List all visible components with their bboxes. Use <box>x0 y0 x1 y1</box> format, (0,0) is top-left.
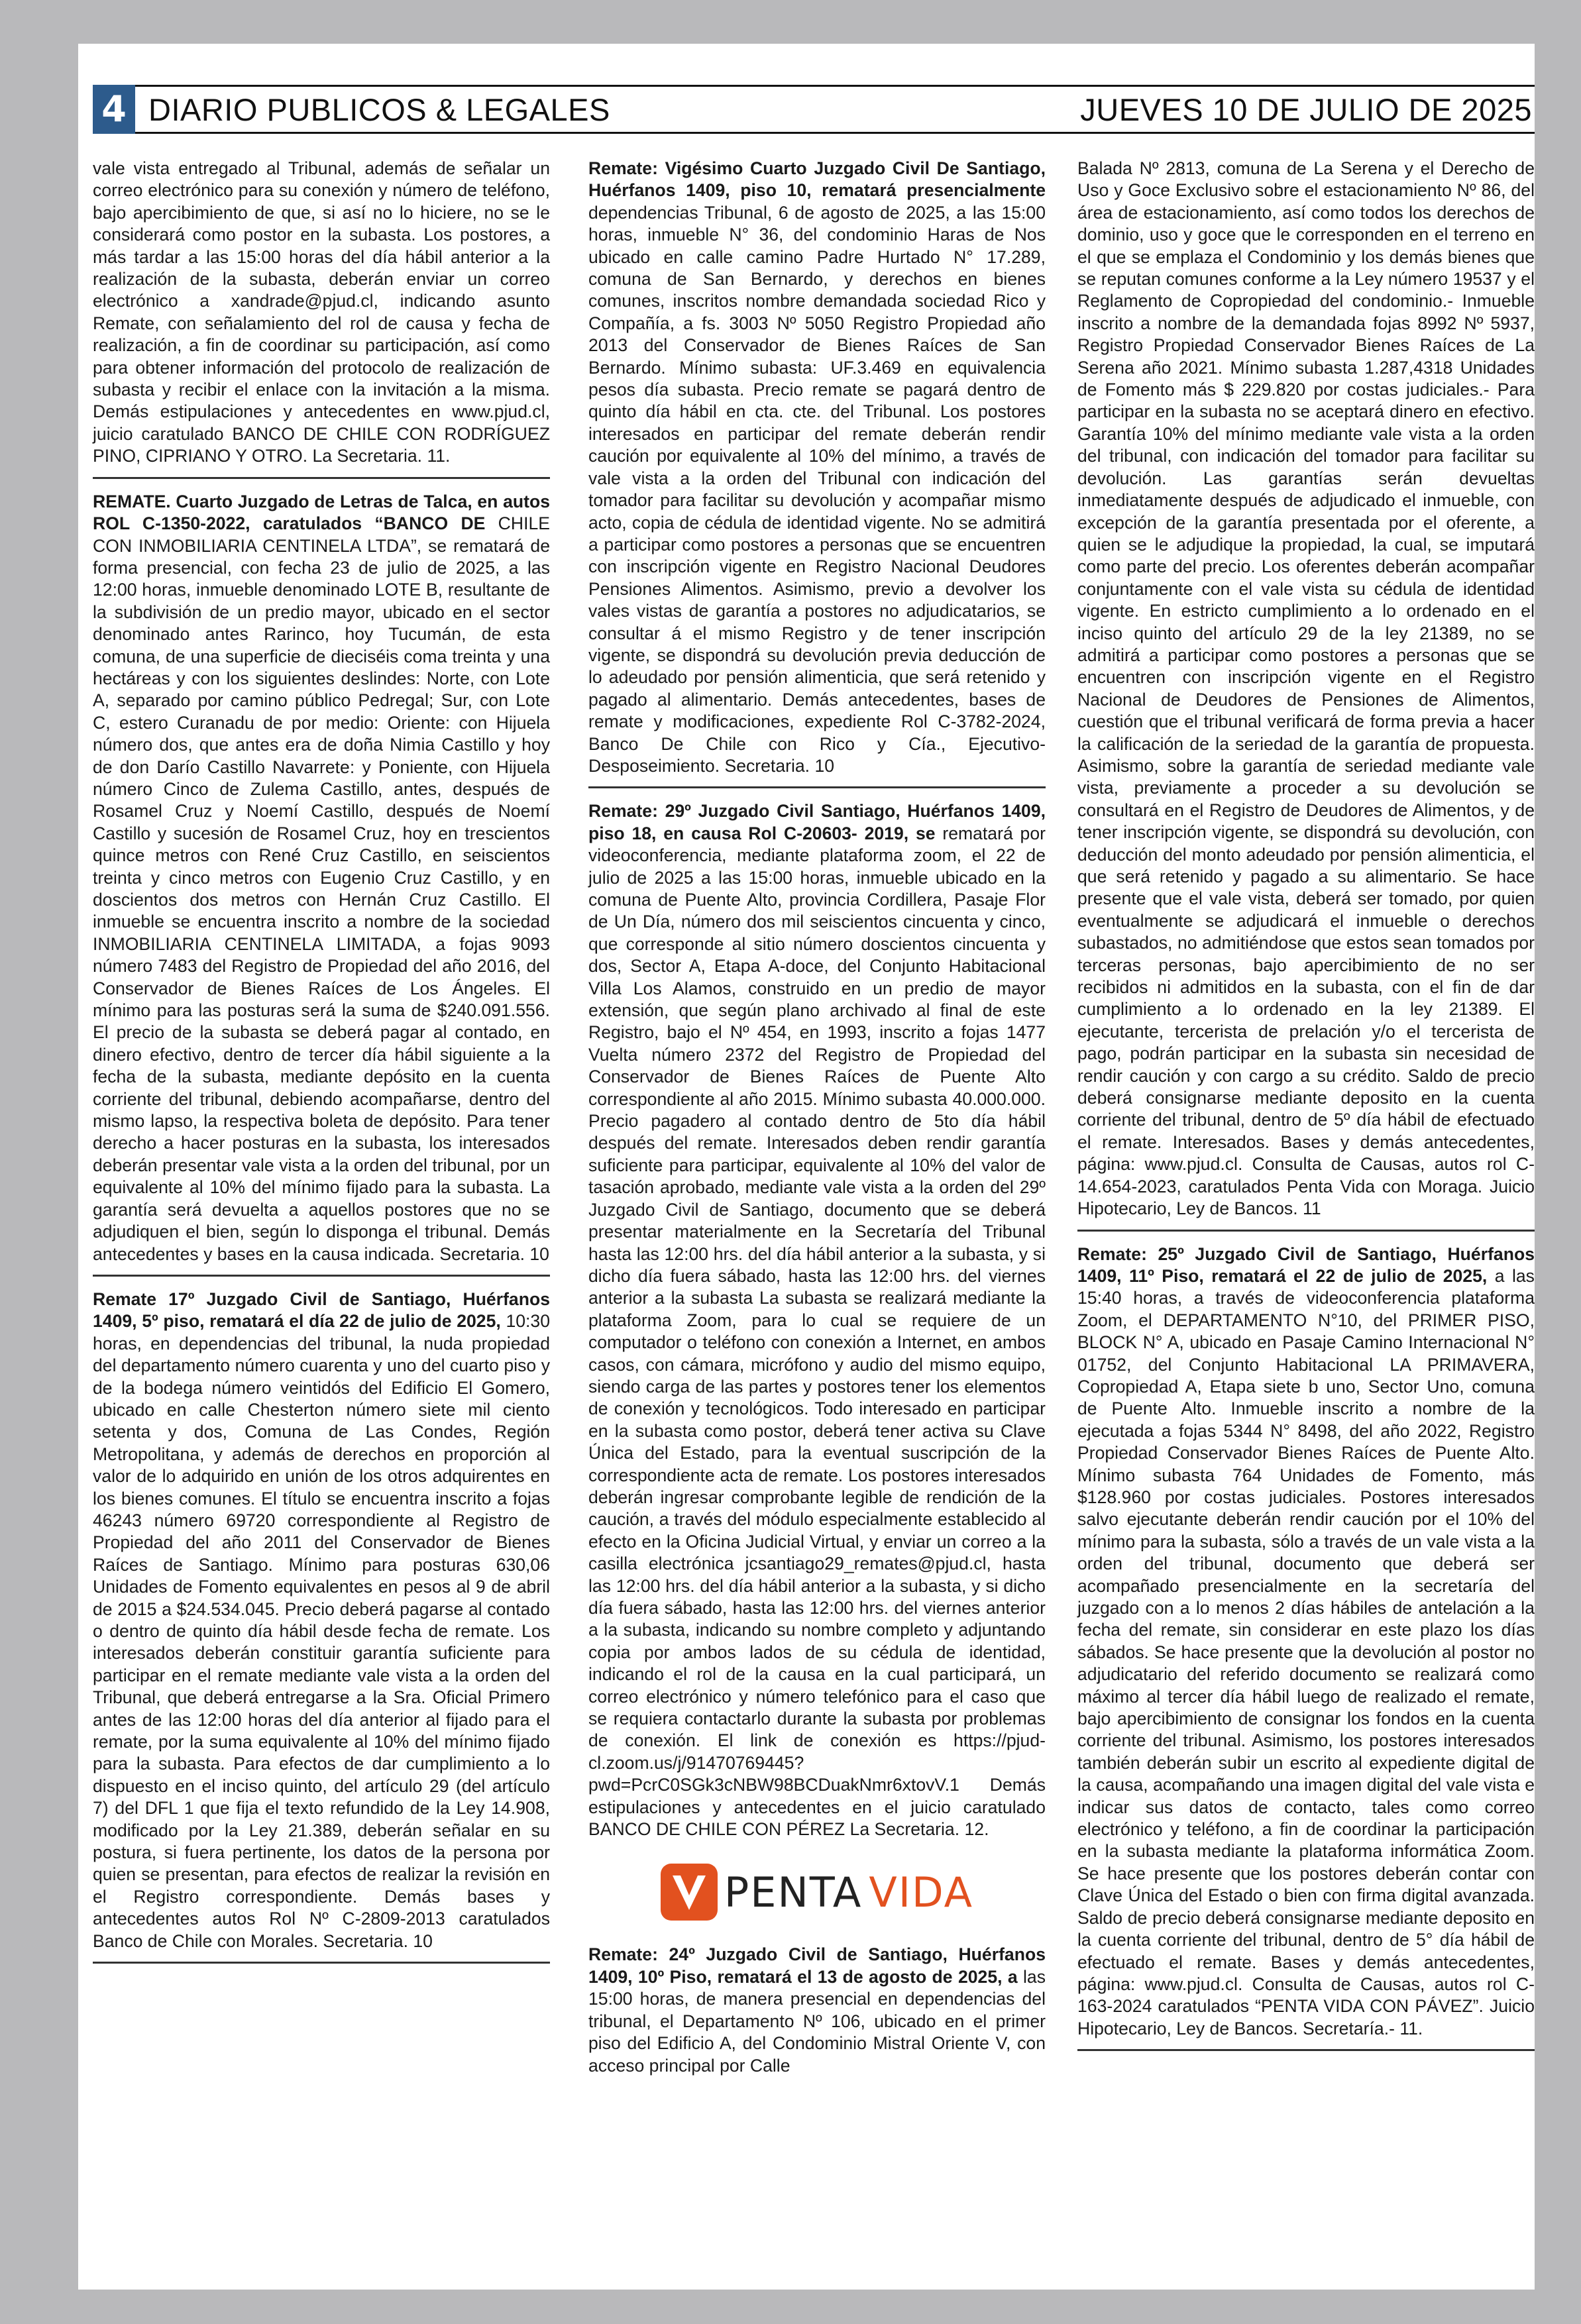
notice <box>1077 1243 1535 2052</box>
notice <box>588 158 1046 788</box>
notice-body: Balada Nº 2813, comuna de La Serena y el Derecho de Uso y Goce Exclusivo sobre el estacionamiento Nº 86, del área de estacionamiento, así como todos los derechos de dominio, uso y goce que le corresponden en el terreno en el que se emplaza el Condominio y los demás bienes que se reputan comunes conforme a la Ley número 19537 y el Reglamento de Copropiedad del condominio.- Inmueble inscrito a nombre de la demandada fojas 8992 Nº 5937, Registro Propiedad Conservador Bienes Raíces de La Serena año 2021. Mínimo subasta 1.287,4318 Unidades de Fomento más $ 229.820 por costas judiciales.- Para participar en la subasta no se aceptará dinero en efectivo. Garantía 10% del mínimo mediante vale vista a la orden del tribunal, con indicación del tomador para facilitar su devolución. Las garantías serán devueltas inmediatamente después de adjudicado el inmueble, con excepción de la garantía presentada por el oferente, a quien se le adjudique la propiedad, la cual, se imputará como parte del precio. Los oferentes deberán acompañar conjuntamente con el vale vista su cédula de identidad vigente. En estricto cumplimiento a lo ordenado en el inciso quinto del artículo 29 de la ley 21389, no se admitirá a participar como postores a personas que se encuentren con inscripción vigente en el Registro Nacional de Deudores de Pensiones de Alimentos, cuestión que el tribunal verificará de forma previa a hacer la calificación de la seriedad de la garantía de propuesta. Asimismo, sobre la garantía de seriedad mediante vale vista, previamente a proceder a su devolución se consultará en el Registro de Deudores de Alimentos, y de tener inscripción vigente, se dispondrá su devolución, con deducción del monto adeudado por pensión alimenticia, el que será retenido y pagado a su alimentario. Se hace presente que el vale vista, deberá ser tomado, por quien eventualmente se adjudicará el inmueble o derechos subastados, no admitiéndose que estos sean tomados por terceras personas, bajo apercibimiento de no ser recibidos ni admitidos en la subasta, con el fin de dar cumplimiento a lo ordenado en la ley 21389. El ejecutante, tercerista de prelación y/o el tercerista de pago, podrán participar en la subasta sin necesidad de rendir caución y con cargo a su crédito. Saldo de precio deberá consignarse mediante deposito en la cuenta corriente del tribunal, dentro de 5º día hábil de efectuado el remate. Interesados. Bases y demás antecedentes, página: www.pjud.cl. Consulta de Causas, autos rol C-14.654-2023, caratulados Penta Vida con Moraga. Juicio Hipotecario, Ley de Bancos. 11 <box>1077 158 1535 1219</box>
logo-word-penta: PENTA <box>724 1868 863 1917</box>
issue-date: JUEVES 10 DE JULIO DE 2025 <box>1080 92 1532 127</box>
notice-body: CHILE CON INMOBILIARIA CENTINELA LTDA”, se rematará de forma presencial, con fecha 23 de julio de 2025, a las 12:00 horas, inmueble denominado LOTE B, resultante de la subdivisión de un predio mayor, ubicado en el sector denominado antes Rarinco, hoy Tucumán, de esta comuna, de una superficie de dieciséis coma treinta y una hectáreas y con los siguientes deslindes: Norte, con Lote A, separado por camino público Pedregal; Sur, con Lote C, estero Curanadu de por medio: Oriente: con Hijuela número dos, que antes era de doña Nimia Castillo y hoy de don Darío Castillo Navarrete: y Poniente, con Hijuela número Cinco de Zulema Castillo, antes, después de Rosamel Cruz y Noemí Castillo, después de Noemí Castillo y sucesión de Rosamel Cruz, hoy en trescientos quince metros con René Cruz Castillo, en seiscientos treinta y cinco metros con Eugenio Cruz Castillo, y en doscientos dos metros con Hernán Cruz Castillo. El inmueble se encuentra inscrito a nombre de la sociedad INMOBILIARIA CENTINELA LIMITADA, a fojas 9093 número 7483 del Registro de Propiedad del año 2016, del Conservador de Bienes Raíces de Los Ángeles. El mínimo para las posturas será la suma de $240.091.556. El precio de la subasta se deberá pagar al contado, en dinero efectivo, dentro de tercer día hábil siguiente a la fecha de la subasta, mediante depósito en la cuenta corriente del tribunal, debiendo acompañarse, dentro del mismo lapso, la respectiva boleta de depósito. Para tener derecho a hacer posturas en la subasta, los interesados deberán presentar vale vista a la orden del tribunal, por un equivalente al 10% del mínimo fijado para la subasta. La garantía será devuelta a aquellos postores que no se adjudiquen el bien, según lo disponga el tribunal. Demás antecedentes y bases en la causa indicada. Secretaria. 10 <box>93 513 550 1264</box>
page-number: 4 <box>93 85 135 134</box>
notice <box>93 1289 550 1964</box>
notice <box>1077 158 1535 1232</box>
logo-word-vida: VIDA <box>869 1868 974 1917</box>
notice-body: vale vista entregado al Tribunal, además de señalar un correo electrónico para su conexión y número de teléfono, bajo apercibimiento de que, si así no lo hiciere, no se le considerará como postor en la subasta. Los postores, a más tardar a las 15:00 horas del día hábil anterior a la realización de la subasta, deberán enviar un correo electrónico a xandrade@pjud.cl, indicando asunto Remate, con señalamiento del rol de causa y fecha de realización, a fin de coordinar su participación, así como para obtener información del protocolo de realización de subasta y recibir el enlace con la invitación a la misma. Demás estipulaciones y antecedentes en www.pjud.cl, juicio caratulado BANCO DE CHILE CON RODRÍGUEZ PINO, CIPRIANO Y OTRO. La Secretaria. 11. <box>93 158 550 466</box>
notice-body: 10:30 horas, en dependencias del tribunal, la nuda propiedad del departamento número cuarenta y uno del cuarto piso y de la bodega número veintidós del Edificio El Gomero, ubicado en calle Chesterton número siete mil ciento setenta y dos, Comuna de Las Condes, Región Metropolitana, y además de derechos en proporción al valor de lo adquirido en unión de los otros adquirentes en los bienes comunes. El título se encuentra inscrito a fojas 46243 número 69720 correspondiente al Registro de Propiedad del año 2011 del Conservador de Bienes Raíces de Santiago. Mínimo para posturas 630,06 Unidades de Fomento equivalentes en pesos al 9 de abril de 2015 a $24.534.045. Precio deberá pagarse al contado o dentro de quinto día hábil desde fecha de remate. Los interesados deberán constituir garantía suficiente para participar en el remate mediante vale vista a la orden del Tribunal, que deberá entregarse a la Sra. Oficial Primero antes de las 12:00 horas del día anterior al fijado para el remate, por la suma equivalente al 10% del mínimo fijado para la subasta. Para efectos de dar cumplimiento a lo dispuesto en el inciso quinto, del artículo 29 (del artículo 7) del DFL 1 que fija el texto refundido de la Ley 14.908, modificado por la Ley 21.389, deberán señalar en su postura, si fuera pertinente, los datos de la persona por quien se presentan, para efectos de realizar la revisión en el Registro correspondiente. Demás bases y antecedentes autos Rol Nº C-2809-2013 caratulados Banco de Chile con Morales. Secretaria. 10 <box>93 1311 550 1951</box>
publication-title: DIARIO PUBLICOS & LEGALES <box>148 92 610 127</box>
notice <box>588 800 1046 1850</box>
notice-title: REMATE. Cuarto Juzgado de Letras de Talca, en autos ROL C-1350-2022, caratulados “BANCO DE <box>93 491 550 534</box>
notice-title: Remate: 24º Juzgado Civil de Santiago, Huérfanos 1409, 10º Piso, rematará el 13 de agosto de 2025, a <box>588 1944 1046 1987</box>
notice-title: Remate: 25º Juzgado Civil de Santiago, Huérfanos 1409, 11º Piso, rematará el 22 de julio de 2025, <box>1077 1243 1535 1286</box>
column-3 <box>1077 158 1535 2063</box>
notice-title: Remate: Vigésimo Cuarto Juzgado Civil De Santiago, Huérfanos 1409, piso 10, rematará presencialmente <box>588 158 1046 201</box>
notice-body: rematará por videoconferencia, mediante plataforma zoom, el 22 de julio de 2025 a las 15:00 horas, inmueble ubicado en la comuna de Puente Alto, provincia Cordillera, Pasaje Flor de Un Día, número dos mil seiscientos cincuenta y cinco, que corresponde al sitio número doscientos cincuenta y dos, Sector A, Etapa A-doce, del Conjunto Habitacional Villa Los Alamos, construido en un predio de mayor extensión, que según plano archivado al final de este Registro, bajo el Nº 454, en 1993, inscrito a fojas 1477 Vuelta número 2372 del Registro de Propiedad del Conservador de Bienes Raíces de Puente Alto correspondiente al año 2015. Mínimo subasta 40.000.000. Precio pagadero al contado dentro de 5to día hábil después del remate. Interesados deben rendir garantía suficiente para participar, equivalente al 10% del valor de tasación aprobado, mediante vale vista a la orden del 29º Juzgado Civil de Santiago, documento que se deberá presentar materialmente en la Secretaría del Tribunal hasta las 12:00 hrs. del día hábil anterior a la subasta, y si dicho día fuera sábado, hasta las 12:00 hrs. del viernes anterior a la subasta La subasta se realizará mediante la plataforma Zoom, para lo cual se requiere de un computador o teléfono con conexión a Internet, en ambos casos, con cámara, micrófono y audio del mismo equipo, siendo carga de las partes y postores tener los elementos de conexión y tecnológicos. Todo interesado en participar en la subasta como postor, deberá tener activa su Clave Única del Estado, para la eventual suscripción de la correspondiente acta de remate. Los postores interesados deberán ingresar comprobante legible de rendición de la caución, a través del módulo especialmente establecido al efecto en la Oficina Judicial Virtual, y enviar un correo a la casilla electrónica jcsantiago29_remates@pjud.cl, hasta las 12:00 hrs. del día hábil anterior a la subasta, y si dicho día fuera sábado, hasta las 12:00 hrs. del viernes anterior a la subasta, indicando su nombre completo y adjuntando copia por ambos lados de su cédula de identidad, indicando el rol de la causa en la cual participará, un correo electrónico y número telefónico para el caso que se requiera contactarlo durante la subasta por problemas de conexión. El link de conexión es https://pjud-cl.zoom.us/j/91470769445?pwd=PcrC0SGk3cNBW98BCDuakNmr6xtovV.1 Demás estipulaciones y antecedentes en el juicio caratulado BANCO DE CHILE CON PÉREZ La Secretaria. 12. <box>588 823 1046 1840</box>
newspaper-page <box>78 44 1535 2290</box>
page-header <box>93 85 1535 134</box>
column-2 <box>588 158 1046 2098</box>
notice-body: las 15:00 horas, de manera presencial en dependencias del tribunal, el Departamento Nº 106, ubicado en el primer piso del Edificio A, del Condominio Mistral Oriente V, con acceso principal por Calle <box>588 1966 1046 2076</box>
pentavida-logo-mark-icon <box>661 1864 718 1921</box>
notice <box>588 1944 1046 2086</box>
notice <box>93 158 550 479</box>
notice-title: Remate 17º Juzgado Civil de Santiago, Huérfanos 1409, 5º piso, rematará el día 22 de julio de 2025, <box>93 1289 550 1332</box>
notice <box>93 491 550 1277</box>
notice-title: Remate: 29º Juzgado Civil Santiago, Huérfanos 1409, piso 18, en causa Rol C-20603- 2019, se <box>588 801 1046 843</box>
notice-body: a las 15:40 horas, a través de videoconferencia plataforma Zoom, el DEPARTAMENTO N°10, del PRIMER PISO, BLOCK N° A, ubicado en Pasaje Camino Internacional N° 01752, del Conjunto Habitacional LA PRIMAVERA, Copropiedad A, Etapa siete b uno, Sector Uno, comuna de Puente Alto. Inmueble inscrito a nombre de la ejecutada a fojas 5344 N° 8498, del año 2022, Registro Propiedad Conservador Bienes Raíces de Puente Alto. Mínimo subasta 764 Unidades de Fomento, más $128.960 por costas judiciales. Postores interesados salvo ejecutante deberán rendir caución por el 10% del mínimo para la subasta, sólo a través de un vale vista a la orden del tribunal, documento que deberá ser acompañado presencialmente en la secretaría del juzgado con a lo menos 2 días hábiles de antelación a la fecha del remate, sin considerar en este plazo los días sábados. Se hace presente que la devolución al postor no adjudicatario del referido documento se realizará como máximo al tercer día hábil luego de realizado el remate, bajo apercibimiento de consignar los fondos en la cuenta corriente del tribunal. Asimismo, los postores interesados también deberán subir un escrito al expediente digital de la causa, acompañando una imagen digital del vale vista e indicar sus datos de contacto, tales como correo electrónico y teléfono, a fin de coordinar la participación en la subasta mediante la plataforma informática Zoom. Se hace presente que los postores deberán contar con Clave Única del Estado o bien con firma digital avanzada. Saldo de precio deberá consignarse mediante deposito en la cuenta corriente del tribunal, dentro de 5° día hábil de efectuado el remate. Bases y demás antecedentes, página: www.pjud.cl. Consulta de Causas, autos rol C-163-2024 caratulados “PENTA VIDA CON PÁVEZ”. Juicio Hipotecario, Ley de Bancos. Secretaría.- 11. <box>1077 1265 1535 2038</box>
pentavida-logo <box>645 1860 989 1924</box>
notice-body: dependencias Tribunal, 6 de agosto de 2025, a las 15:00 horas, inmueble N° 36, del condominio Haras de Nos ubicado en calle camino Padre Hurtado N° 17.289, comuna de San Bernardo, y derechos en bienes comunes, inscritos nombre demandada sociedad Rico y Compañía, a fs. 3003 Nº 5050 Registro Propiedad año 2013 del Conservador de Bienes Raíces de San Bernardo. Mínimo subasta: UF.3.469 en equivalencia pesos día subasta. Precio remate se pagará dentro de quinto día hábil en cta. cte. del Tribunal. Los postores interesados en participar del remate deberán rendir caución por equivalente al 10% del mínimo, a través de vale vista a la orden del Tribunal con indicación del tomador para facilitar su devolución y acompañar mismo acto, copia de cédula de identidad vigente. No se admitirá a participar como postores a personas que se encuentren con inscripción vigente en Registro Nacional Deudores Pensiones Alimentos. Asimismo, previo a devolver los vales vistas de garantía a postores no adjudicatarios, se consultar á el mismo Registro y de tener inscripción vigente, se dispondrá su devolución previa deducción de lo adeudado por pensión alimenticia, que será retenido y pagado al alimentario. Demás antecedentes, bases de remate y modificaciones, expediente Rol C-3782-2024, Banco De Chile con Rico y Cía., Ejecutivo-Desposeimiento. Secretaria. 10 <box>588 202 1046 776</box>
column-1 <box>93 158 550 1976</box>
